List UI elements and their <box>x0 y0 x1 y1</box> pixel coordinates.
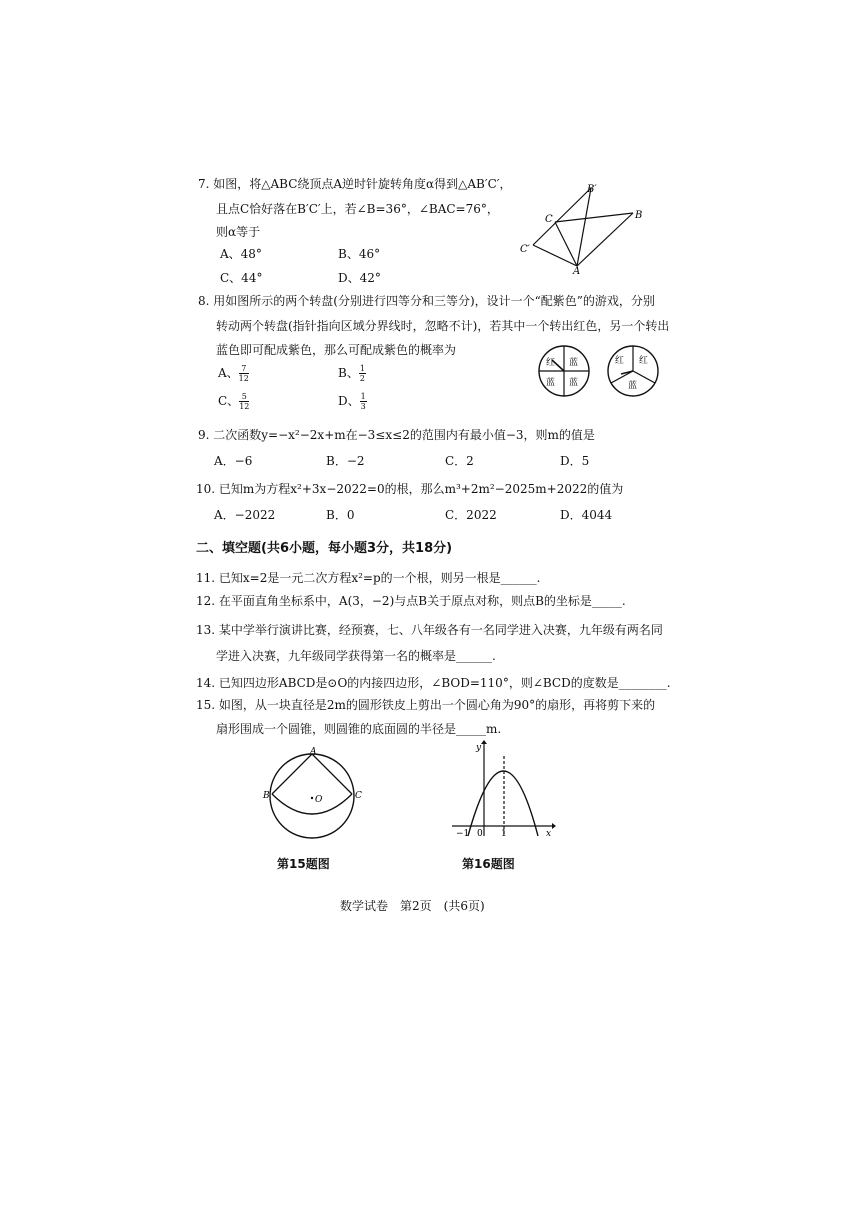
q7-option-d: D、42° <box>338 271 381 285</box>
fig16-label-1: 1 <box>501 829 507 839</box>
q15-line-2: 扇形围成一个圆锥，则圆锥的底面圆的半径是_____m. <box>216 722 502 736</box>
q8-spinner2-label-2: 红 <box>639 356 649 366</box>
q9-option-b: B．−2 <box>326 454 365 468</box>
q7-segment-cb <box>555 213 633 222</box>
q8-option-a <box>218 364 249 383</box>
q8-spinner1-label-4: 蓝 <box>569 378 579 388</box>
q10-option-b: B．0 <box>326 508 355 522</box>
fig15-outer-circle <box>270 754 354 838</box>
fig15-center-point <box>311 797 313 799</box>
q9-line-1: 9. 二次函数y=−x²−2x+m在−3≤x≤2的范围内有最小值−3，则m的值是 <box>198 428 595 442</box>
q9-option-d: D．5 <box>560 454 590 468</box>
fig15-label-c: C <box>355 791 362 801</box>
q8-spinner-four-part <box>536 343 592 399</box>
q8-option-a-label: A、 <box>218 366 239 380</box>
fig16-label-y: y <box>476 743 482 753</box>
q8-spinner1-label-2: 蓝 <box>569 358 579 368</box>
q9-option-a: A．−6 <box>214 454 253 468</box>
q8-option-d-label: D、 <box>338 394 360 408</box>
q8-option-c-fraction <box>239 392 249 411</box>
q14-line-1: 14. 已知四边形ABCD是⊙O的内接四边形，∠BOD=110°，则∠BCD的度数是________. <box>196 676 671 690</box>
q8-option-d-denominator: 3 <box>360 402 366 411</box>
q8-option-a-denominator: 12 <box>238 374 249 383</box>
q8-option-b-numerator: 1 <box>359 364 365 373</box>
q7-label-b: B <box>635 210 643 221</box>
q8-option-d <box>338 392 367 411</box>
q8-line-1: 8. 用如图所示的两个转盘(分别进行四等分和三等分)，设计一个“配紫色”的游戏，分别 <box>198 294 655 308</box>
q8-option-b-fraction <box>359 364 366 383</box>
fig15-label-o: O <box>315 795 323 805</box>
q7-option-c: C、44° <box>220 271 263 285</box>
q7-rotation-figure <box>515 180 650 275</box>
q8-spinner1-label-3: 蓝 <box>546 378 556 388</box>
fig16-label-neg1: −1 <box>456 829 470 839</box>
q8-spinner1-label-1: 红 <box>546 358 556 368</box>
q8-spinner-three-part <box>603 343 663 399</box>
fig16-label-x: x <box>546 829 552 839</box>
fig15-label-b: B <box>263 791 270 801</box>
figure-16-caption: 第16题图 <box>462 857 515 871</box>
q10-option-a: A．−2022 <box>214 508 276 522</box>
q10-option-c: C．2022 <box>445 508 497 522</box>
q10-option-d: D．4044 <box>560 508 613 522</box>
fig15-radius-ab <box>272 754 312 794</box>
q10-line-1: 10. 已知m为方程x²+3x−2022=0的根，那么m³+2m²−2025m+2022的值为 <box>196 482 624 496</box>
q7-line-1: 7. 如图，将△ABC绕顶点A逆时针旋转角度α得到△AB′C′， <box>198 177 512 191</box>
q7-segment-c1a <box>533 245 577 266</box>
q8-option-d-fraction <box>360 392 367 411</box>
q7-label-b-prime: B′ <box>587 184 597 195</box>
q7-label-c-prime: C′ <box>520 244 530 255</box>
q7-segment-ca <box>555 222 577 266</box>
q15-line-1: 15. 如图，从一块直径是2m的圆形铁皮上剪出一个圆心角为90°的扇形，再将剪下来的 <box>196 698 656 712</box>
fig16-y-arrow <box>481 740 487 744</box>
section-2-title: 二、填空题(共6小题，每小题3分，共18分) <box>196 541 453 556</box>
page-footer: 数学试卷 第2页 (共6页) <box>340 899 485 913</box>
q8-option-c <box>218 392 249 411</box>
q7-option-a: A、48° <box>220 247 262 261</box>
figure-15-caption: 第15题图 <box>277 857 330 871</box>
q8-option-a-numerator: 7 <box>239 364 249 374</box>
q8-spinner2-label-1: 红 <box>615 356 625 366</box>
q7-label-c: C <box>545 214 553 225</box>
q8-option-b-label: B、 <box>338 366 359 380</box>
q12-line-1: 12. 在平面直角坐标系中，A(3，−2)与点B关于原点对称，则点B的坐标是_____. <box>196 594 626 608</box>
fig15-radius-ac <box>312 754 352 794</box>
fig15-label-a: A <box>310 747 317 757</box>
q8-spinner2-label-3: 蓝 <box>628 381 638 391</box>
q7-label-a: A <box>573 266 581 275</box>
q8-option-b <box>338 364 366 383</box>
q8-option-c-denominator: 12 <box>239 402 250 411</box>
q7-option-b: B、46° <box>338 247 381 261</box>
q13-line-2: 学进入决赛，九年级同学获得第一名的概率是______. <box>216 649 496 663</box>
q9-option-c: C．2 <box>445 454 474 468</box>
q11-line-1: 11. 已知x=2是一元二次方程x²=p的一个根，则另一根是______. <box>196 571 541 585</box>
q8-option-b-denominator: 2 <box>359 374 365 383</box>
q8-option-c-numerator: 5 <box>239 392 249 402</box>
fig16-x-arrow <box>552 823 556 829</box>
figure-16-parabola-graph <box>448 740 558 840</box>
figure-15-circle-sector <box>262 746 366 846</box>
q8-option-a-fraction <box>239 364 249 383</box>
q8-option-d-numerator: 1 <box>360 392 366 401</box>
q8-option-c-label: C、 <box>218 394 240 408</box>
fig16-label-origin: 0 <box>477 829 483 839</box>
q7-line-2: 且点C恰好落在B′C′上，若∠B=36°，∠BAC=76°， <box>216 202 499 216</box>
q8-line-2: 转动两个转盘(指针指向区域分界线时，忽略不计)，若其中一个转出红色，另一个转出 <box>216 319 670 333</box>
q13-line-1: 13. 某中学举行演讲比赛，经预赛，七、八年级各有一名同学进入决赛，九年级有两名同 <box>196 623 663 637</box>
q8-line-3: 蓝色即可配成紫色，那么可配成紫色的概率为 <box>216 343 457 357</box>
q7-line-3: 则α等于 <box>216 225 261 239</box>
